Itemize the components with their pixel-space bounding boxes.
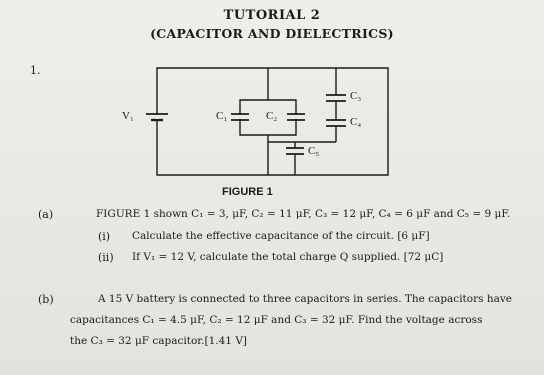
part-a-ii-label: (ii) (98, 251, 114, 264)
label-c4: C₄ (350, 116, 362, 128)
label-c2: C₂ (266, 110, 278, 122)
part-a-text: FIGURE 1 shown C₁ = 3, μF, C₂ = 11 μF, C₃ = 12 μF, C₄ = 6 μF and C₅ = 9 μF. (96, 208, 511, 220)
label-c1: C₁ (216, 110, 228, 122)
question-number: 1. (30, 64, 41, 77)
part-b-line-3: the C₃ = 32 μF capacitor.[1.41 V] (70, 335, 247, 347)
part-b-line-2: capacitances C₁ = 4.5 μF, C₂ = 12 μF and C₃ = 32 μF. Find the voltage across (70, 314, 483, 326)
label-c3: C₃ (350, 90, 362, 102)
page-title: TUTORIAL 2 (223, 8, 321, 23)
part-b-label: (b) (38, 293, 54, 306)
part-a-i-label: (i) (98, 230, 111, 243)
part-a-ii-text: If V₁ = 12 V, calculate the total charge Q supplied. [72 μC] (132, 251, 444, 263)
label-v1: V₁ (122, 110, 134, 122)
part-a-i-text: Calculate the effective capacitance of the circuit. [6 μF] (132, 230, 430, 242)
figure-caption: FIGURE 1 (222, 186, 273, 198)
part-b-line-1: A 15 V battery is connected to three capacitors in series. The capacitors have (98, 293, 513, 305)
page-subtitle: (CAPACITOR AND DIELECTRICS) (150, 26, 394, 41)
part-a-label: (a) (38, 208, 54, 221)
label-c5: C₅ (308, 145, 320, 157)
